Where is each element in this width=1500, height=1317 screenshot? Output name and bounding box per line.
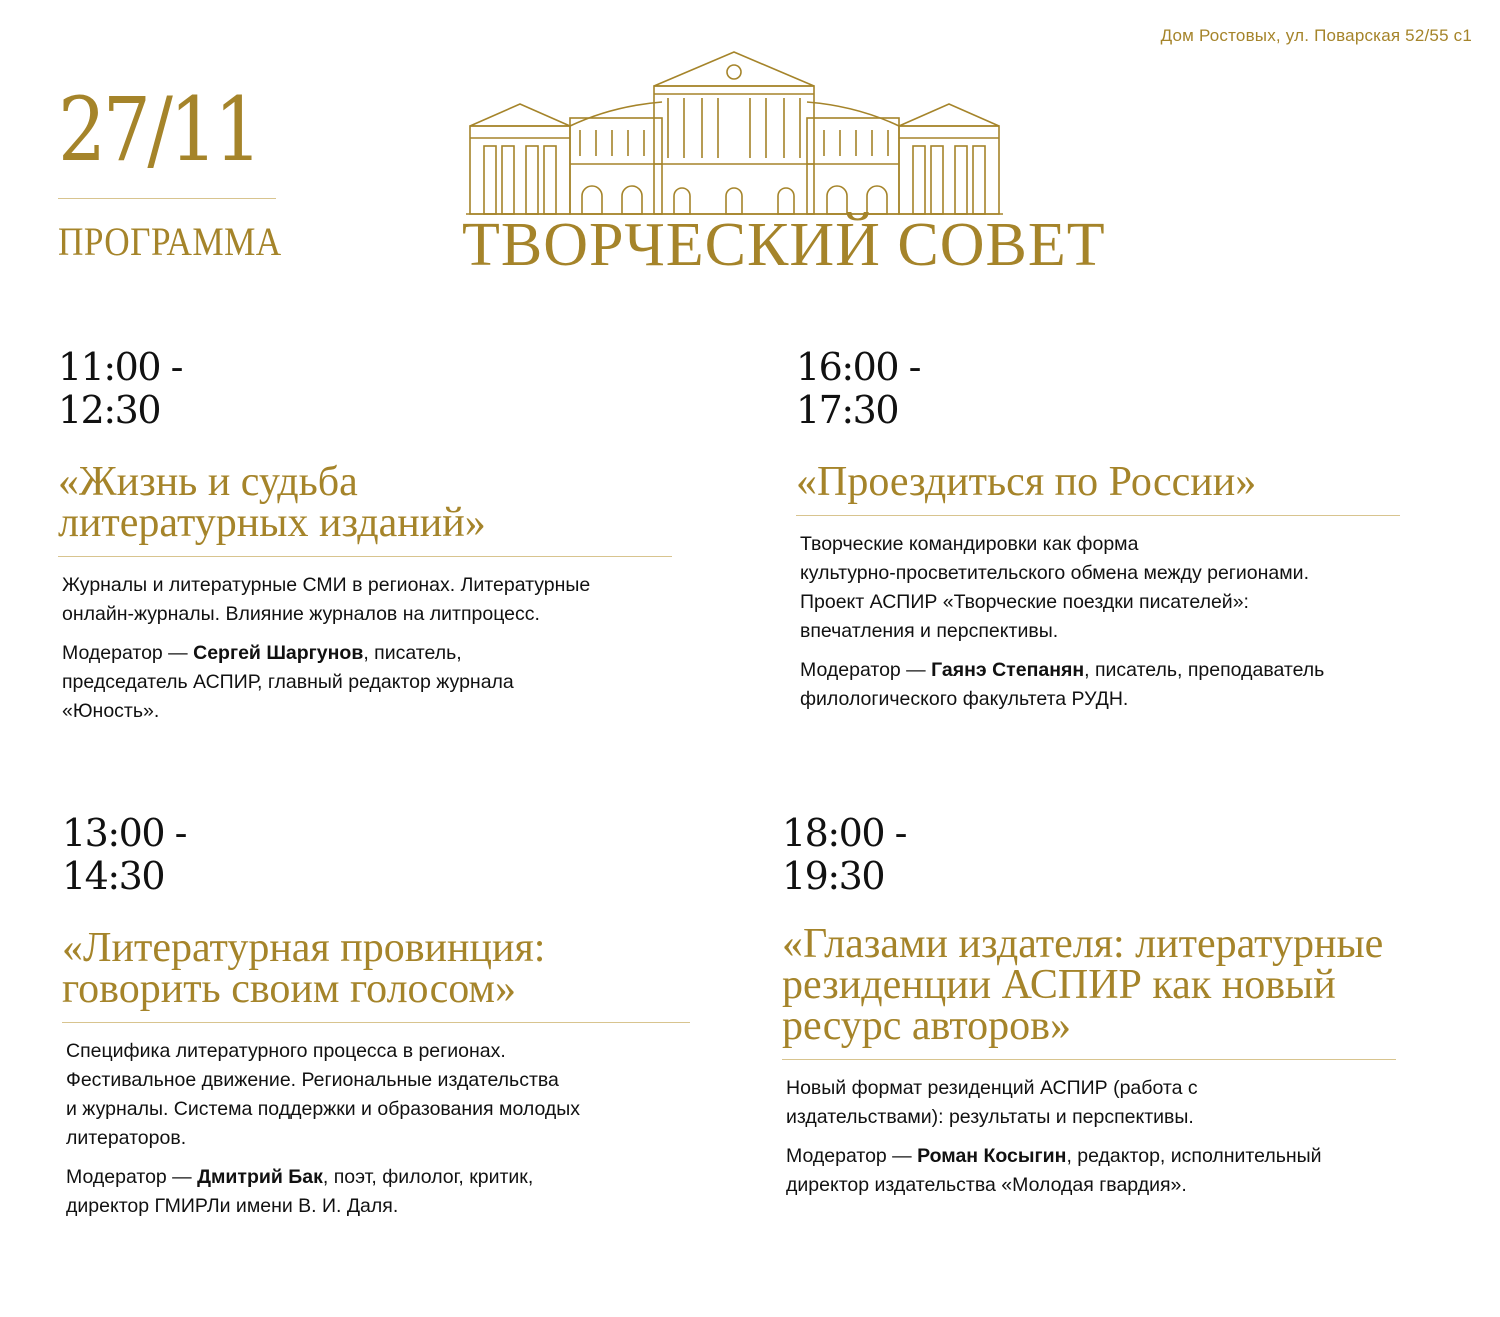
moderator-role: , писатель,: [363, 642, 462, 664]
moderator-role: , редактор, исполнительный: [1066, 1145, 1322, 1167]
desc-line: Журналы и литературные СМИ в регионах. Литературные: [62, 574, 591, 596]
session-card: [782, 812, 1462, 1210]
manor-house-icon: [462, 46, 1007, 216]
title-line: «Литературная провинция:: [62, 925, 546, 971]
desc-line: Новый формат резиденций АСПИР (работа с: [786, 1077, 1198, 1099]
moderator-role: , поэт, филолог, критик,: [322, 1166, 534, 1188]
time-end: 12:30: [58, 388, 161, 432]
moderator-info: [66, 1163, 742, 1221]
title-line: «Проездиться по России»: [796, 459, 1257, 505]
time-end: 17:30: [796, 388, 899, 432]
moderator-prefix: Модератор —: [800, 659, 932, 681]
moderator-prefix: Модератор —: [62, 642, 194, 664]
session-description: [782, 1074, 1462, 1200]
title-line: ресурс авторов»: [782, 1003, 1071, 1049]
session-description: [62, 1037, 742, 1221]
desc-line: Творческие командировки как форма: [800, 533, 1139, 555]
title-line: «Глазами издателя: литературные: [782, 921, 1384, 967]
moderator-role: , писатель, преподаватель: [1084, 659, 1325, 681]
time-end: 19:30: [782, 854, 885, 898]
session-time: [796, 346, 1456, 432]
time-start: 11:00 -: [58, 345, 182, 389]
session-card: [58, 346, 738, 736]
program-label: ПРОГРАММА: [58, 219, 282, 264]
moderator-prefix: Модератор —: [66, 1166, 198, 1188]
desc-line: Проект АСПИР «Творческие поездки писателей»:: [800, 591, 1249, 613]
session-title: [58, 459, 672, 557]
desc-line: и журналы. Система поддержки и образования молодых: [66, 1098, 581, 1120]
desc-line: издательствами): результаты и перспективы.: [786, 1106, 1194, 1128]
moderator-name: Гаянэ Степанян: [931, 659, 1085, 681]
session-description: [58, 571, 738, 726]
time-start: 16:00 -: [796, 345, 920, 389]
time-start: 13:00 -: [62, 811, 186, 855]
moderator-info: [786, 1142, 1462, 1200]
time-start: 18:00 -: [782, 811, 906, 855]
moderator-name: Роман Косыгин: [917, 1145, 1067, 1167]
session-title: [796, 459, 1400, 516]
event-date: 27/11: [58, 78, 259, 181]
session-title: [62, 925, 690, 1023]
moderator-role: «Юность».: [62, 700, 160, 722]
moderator-role: директор ГМИРЛи имени В. И. Даля.: [66, 1195, 399, 1217]
moderator-info: [800, 656, 1456, 714]
title-line: литературных изданий»: [58, 500, 486, 546]
desc-line: литераторов.: [66, 1127, 187, 1149]
moderator-role: председатель АСПИР, главный редактор журнала: [62, 671, 514, 693]
session-card: [62, 812, 742, 1231]
title-line: говорить своим голосом»: [62, 966, 517, 1012]
title-line: резиденции АСПИР как новый: [782, 962, 1336, 1008]
venue-address: Дом Ростовых, ул. Поварская 52/55 с1: [1160, 26, 1472, 45]
session-time: [782, 812, 1462, 898]
event-title: ТВОРЧЕСКИЙ СОВЕТ: [462, 211, 1106, 279]
date-divider: [58, 198, 276, 199]
desc-line: впечатления и перспективы.: [800, 620, 1059, 642]
moderator-role: филологического факультета РУДН.: [800, 688, 1129, 710]
desc-line: онлайн-журналы. Влияние журналов на литпроцесс.: [62, 603, 540, 625]
desc-line: Фестивальное движение. Региональные издательства: [66, 1069, 559, 1091]
session-time: [62, 812, 742, 898]
time-end: 14:30: [62, 854, 165, 898]
session-card: [796, 346, 1456, 724]
desc-line: Специфика литературного процесса в регионах.: [66, 1040, 506, 1062]
session-title: [782, 921, 1396, 1060]
title-line: «Жизнь и судьба: [58, 459, 358, 505]
moderator-name: Сергей Шаргунов: [193, 642, 364, 664]
moderator-name: Дмитрий Бак: [197, 1166, 323, 1188]
moderator-prefix: Модератор —: [786, 1145, 918, 1167]
moderator-info: [62, 639, 738, 726]
desc-line: культурно-просветительского обмена между регионами.: [800, 562, 1309, 584]
session-description: [796, 530, 1456, 714]
session-time: [58, 346, 738, 432]
moderator-role: директор издательства «Молодая гвардия».: [786, 1174, 1187, 1196]
